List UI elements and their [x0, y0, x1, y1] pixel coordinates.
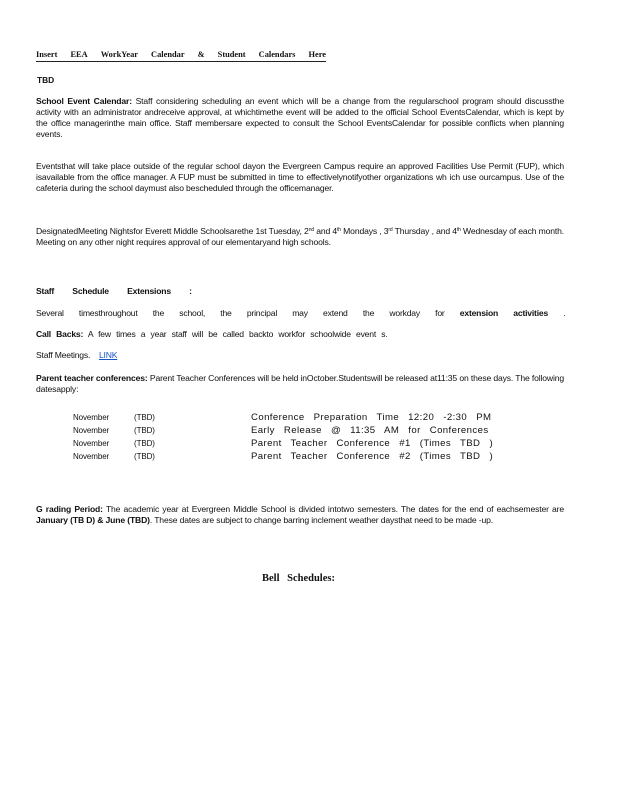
calendar-heading-row [36, 49, 326, 62]
conference-date-row [73, 411, 503, 424]
school-event-calendar-paragraph [36, 96, 564, 140]
date-tbd: (TBD) [134, 426, 155, 435]
designated-meeting-paragraph [36, 226, 564, 248]
tbd-label: TBD [37, 75, 55, 85]
ordinal-suffix: nd [308, 227, 314, 233]
date-event: Conference Preparation Time 12:20 -2:30 PM [251, 412, 492, 423]
extension-activities-text: extension activities [459, 308, 549, 318]
conference-date-row [73, 437, 503, 450]
staff-schedule-extensions-heading: Staff Schedule Extensions : [36, 286, 192, 296]
several-times-paragraph [36, 308, 565, 319]
date-tbd: (TBD) [134, 439, 155, 448]
heading-word: Here [308, 50, 326, 59]
ordinal-suffix: th [456, 227, 461, 233]
meeting-text: Mondays , 3 [340, 226, 389, 236]
date-month: November [73, 439, 110, 448]
meeting-text: Thursday , and 4 [392, 226, 457, 236]
call-backs-text: A few times a year staff will be called backto workfor schoolwide event s. [87, 329, 388, 339]
parent-teacher-label: Parent teacher conferences: [36, 373, 148, 383]
ordinal-suffix: th [337, 227, 341, 233]
school-event-calendar-label: School Event Calendar: [36, 96, 132, 106]
meeting-text: DesignatedMeeting Nightsfor Everett Middle Schoolsarethe 1st Tuesday, 2 [36, 226, 309, 236]
date-month: November [73, 413, 110, 422]
parent-teacher-text: Parent Teacher Conferences will be held inOctober.Studentswill be released at11:35 on these days. The following datesapply: [36, 373, 564, 394]
date-event: Early Release @ 11:35 AM for Conferences [251, 425, 489, 436]
date-event: Parent Teacher Conference #1 (Times TBD ) [251, 438, 494, 449]
several-times-end: . [563, 308, 566, 318]
heading-word: WorkYear [100, 50, 138, 59]
grading-period-paragraph [36, 504, 564, 526]
date-month: November [73, 452, 110, 461]
date-month: November [73, 426, 110, 435]
call-backs-paragraph [36, 329, 388, 340]
heading-word: Calendar [151, 50, 185, 59]
grading-period-label: G rading Period: [36, 504, 103, 514]
meeting-text: and 4 [313, 226, 338, 236]
heading-word: & [197, 50, 205, 59]
conference-date-row [73, 424, 503, 437]
date-tbd: (TBD) [134, 413, 155, 422]
staff-meetings-link[interactable]: LINK [98, 350, 118, 360]
grading-period-text-end: . These dates are subject to change barring inclement weather daysthat need to be made -up. [149, 515, 493, 525]
several-times-text: Several timesthroughout the school, the principal may extend the workday for [36, 308, 445, 318]
staff-meetings-paragraph [36, 350, 117, 361]
events-outside-paragraph: Eventsthat will take place outside of the regular school dayon the Evergreen Campus require an approved Facilities Use Permit (FUP), which isavailable from the office manager. A FUP must be submitted in time to effectivelynotifyother organizations wh ich use ourcampus. Use of the cafeteria during the school daymust also bescheduled through the officemanager. [36, 161, 564, 193]
heading-word: Student [217, 50, 246, 59]
heading-word: Calendars [258, 50, 296, 59]
conference-dates-list [73, 411, 503, 463]
staff-meetings-text: Staff Meetings. [36, 350, 91, 360]
heading-word: EEA [70, 50, 88, 59]
school-event-calendar-text: Staff considering scheduling an event which will be a change from the regularschool program should discussthe activity with an administrator andreceive approval, at whichtimethe event will be added to the official School EventsCalendar, which is kept by the office managerinthe main office. Staff membersare expected to consult the School EventsCalendar for possible conflicts when planning events. [36, 96, 564, 139]
date-tbd: (TBD) [134, 452, 155, 461]
conference-date-row [73, 450, 503, 463]
bell-schedules-heading: Bell Schedules: [262, 573, 335, 584]
date-event: Parent Teacher Conference #2 (Times TBD ) [251, 451, 494, 462]
ordinal-suffix: rd [388, 227, 393, 233]
call-backs-label: Call Backs: [36, 329, 84, 339]
meeting-text: Wednesday of each month. Meeting on any other night requires approval of our elementaryand high schools. [36, 226, 564, 247]
parent-teacher-paragraph [36, 373, 564, 395]
grading-period-text: The academic year at Evergreen Middle School is divided intotwo semesters. The dates for the end of eachsemester are [105, 504, 564, 514]
semester-dates: January (TB D) & June (TBD) [36, 515, 150, 525]
heading-word: Insert [36, 50, 58, 59]
